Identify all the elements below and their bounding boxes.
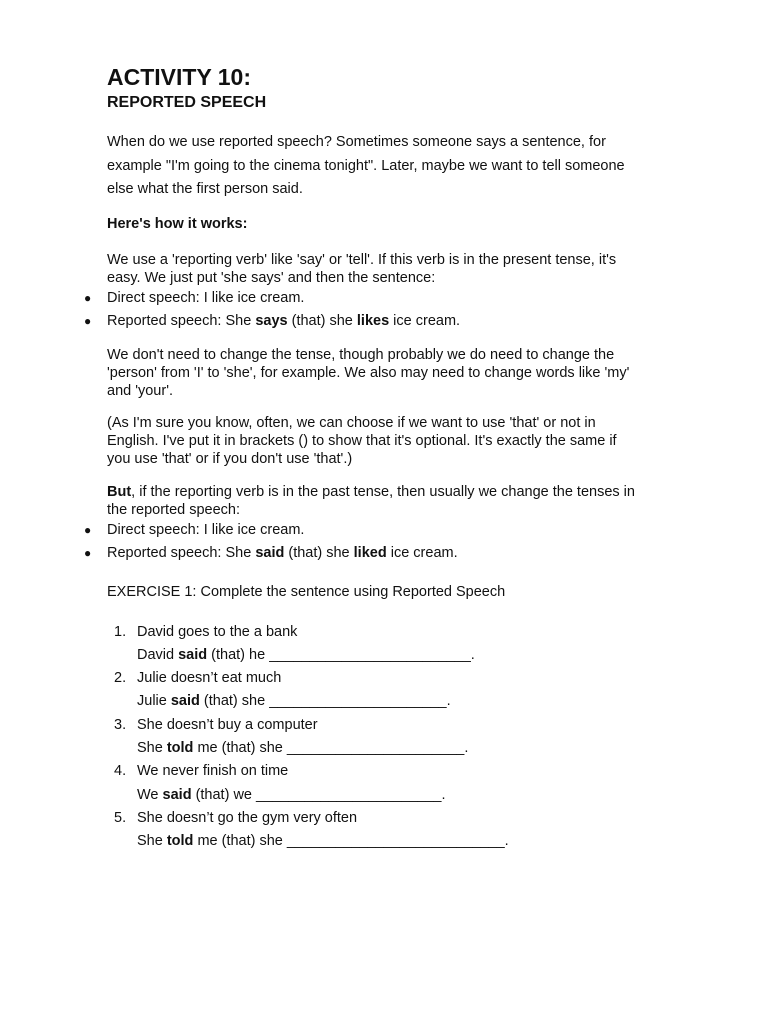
reported-verb: said (255, 545, 285, 561)
answer-blank[interactable]: ______________________. (269, 693, 451, 710)
paragraph-line: you use 'that' or if you don't use 'that'.) (107, 450, 353, 467)
item-subject: She (137, 739, 167, 756)
reporting-verb-paragraph (107, 251, 667, 287)
item-prompt: She doesn’t buy a computer (137, 716, 318, 733)
paragraph-line: , if the reporting verb is in the past tense, then usually we change the tenses in (131, 483, 635, 500)
item-subject: Julie (137, 693, 171, 710)
item-rest: (that) she (199, 693, 270, 710)
item-verb: said (178, 646, 208, 663)
list-item (84, 519, 667, 543)
item-answer-line (137, 830, 667, 853)
reported-prefix: Reported speech: She (107, 313, 256, 329)
past-note-paragraph (107, 483, 667, 519)
item-verb: told (166, 739, 194, 756)
item-rest: me (that) she (193, 833, 287, 850)
reported-middle: (that) she (287, 313, 357, 329)
direct-speech-example: Direct speech: I like ice cream. (107, 521, 305, 538)
item-rest: (that) he (207, 646, 270, 663)
item-answer-line (137, 737, 667, 760)
intro-line: example "I'm going to the cinema tonight". Later, maybe we want to tell someone (107, 157, 625, 174)
answer-blank[interactable]: _______________________. (256, 786, 446, 803)
item-prompt: David goes to the a bank (137, 623, 298, 640)
paragraph-line: (As I'm sure you know, often, we can choose if we want to use 'that' or not in (107, 414, 596, 431)
item-verb: said (162, 786, 192, 803)
page-subtitle: REPORTED SPEECH (107, 94, 267, 111)
item-prompt: She doesn’t go the gym very often (137, 809, 358, 826)
but-emphasis: But (107, 483, 132, 500)
exercise-item (107, 714, 667, 761)
paragraph-line: We use a 'reporting verb' like 'say' or 'tell'. If this verb is in the present tense, it's (107, 251, 617, 268)
reported-suffix: ice cream. (389, 313, 461, 329)
reported-verb: says (255, 313, 288, 329)
paragraph-line: We don't need to change the tense, though probably we do need to change the (107, 346, 615, 363)
bullet-icon: ● (84, 522, 92, 537)
page-title: ACTIVITY 10: (107, 64, 251, 90)
exercise-item (107, 621, 667, 668)
item-number: 3. (114, 716, 127, 733)
paragraph-line: the reported speech: (107, 501, 241, 518)
intro-line: else what the first person said. (107, 181, 303, 197)
item-number: 2. (114, 670, 127, 687)
list-item (84, 287, 667, 311)
item-rest: (that) we (191, 786, 257, 803)
reported-prefix: Reported speech: She (107, 545, 256, 561)
intro-line: When do we use reported speech? Sometimes someone says a sentence, for (107, 134, 606, 150)
item-answer-line (137, 690, 667, 713)
item-number: 1. (114, 623, 127, 640)
item-number: 4. (114, 763, 127, 780)
list-item (84, 310, 667, 334)
item-subject: We (137, 786, 163, 803)
paragraph-line: and 'your'. (107, 382, 173, 399)
item-subject: She (137, 833, 167, 850)
list-item (84, 542, 667, 566)
that-note-paragraph (107, 414, 667, 468)
answer-blank[interactable]: _________________________. (269, 646, 475, 663)
answer-blank[interactable]: ___________________________. (286, 833, 509, 850)
reported-middle: (that) she (284, 545, 354, 561)
item-prompt: We never finish on time (137, 763, 289, 780)
item-answer-line (137, 644, 667, 667)
item-answer-line (137, 784, 667, 807)
bullet-icon: ● (84, 290, 92, 305)
item-verb: told (166, 833, 194, 850)
present-tense-examples (84, 287, 667, 334)
answer-blank[interactable]: ______________________. (286, 739, 469, 756)
item-rest: me (that) she (193, 739, 287, 756)
exercise-title: EXERCISE 1: Complete the sentence using Reported Speech (107, 583, 506, 600)
tense-note-paragraph (107, 346, 667, 400)
item-number: 5. (114, 809, 127, 826)
past-tense-examples (84, 519, 667, 566)
item-subject: David (137, 646, 179, 663)
exercise-item (107, 667, 667, 714)
exercise-item (107, 760, 667, 807)
paragraph-line: easy. We just put 'she says' and then the sentence: (107, 269, 436, 286)
item-verb: said (170, 693, 200, 710)
bullet-icon: ● (84, 546, 92, 560)
worksheet-page (84, 64, 667, 853)
exercise-item (107, 807, 667, 854)
exercise-list (107, 621, 667, 854)
paragraph-line: English. I've put it in brackets () to show that it's optional. It's exactly the same if (107, 432, 617, 449)
direct-speech-example: Direct speech: I like ice cream. (107, 289, 305, 306)
reported-verb-2: likes (356, 313, 390, 329)
paragraph-line: 'person' from 'I' to 'she', for example. We also may need to change words like 'my' (107, 364, 630, 381)
reported-suffix: ice cream. (386, 545, 458, 561)
bullet-icon: ● (84, 314, 92, 328)
reported-verb-2: liked (353, 545, 387, 561)
how-it-works-heading: Here's how it works: (107, 215, 248, 232)
item-prompt: Julie doesn’t eat much (137, 670, 282, 687)
intro-paragraph (107, 131, 667, 202)
